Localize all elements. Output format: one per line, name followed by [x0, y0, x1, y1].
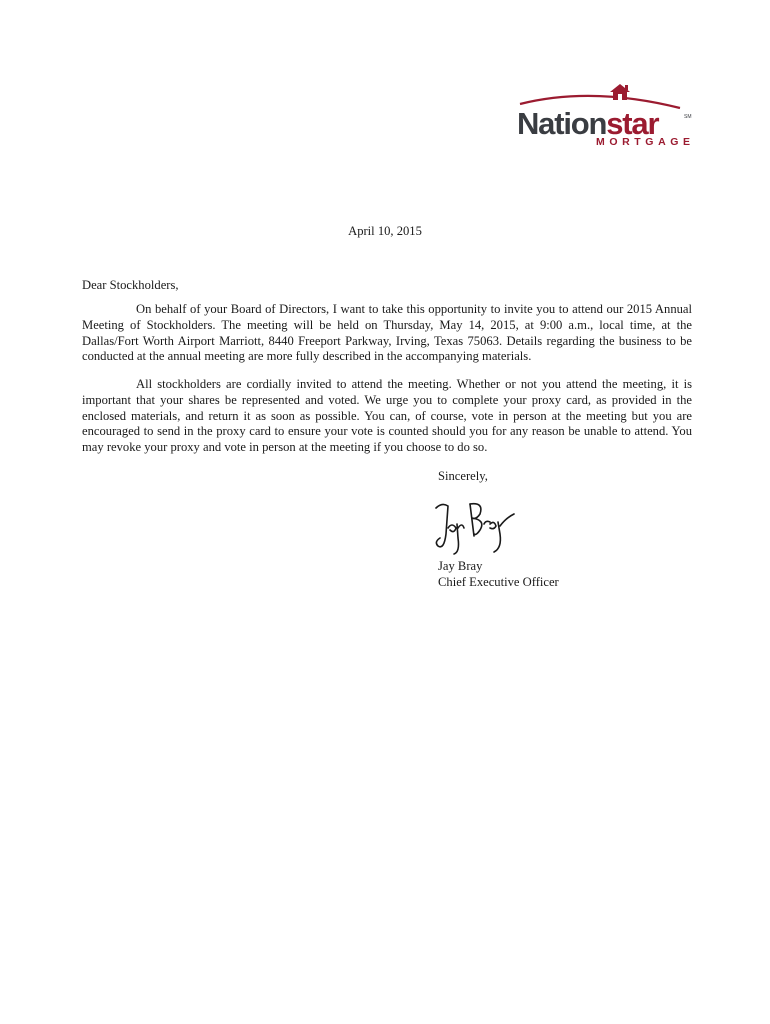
closing: Sincerely, [438, 469, 488, 483]
logo-trademark: SM [684, 114, 692, 120]
nationstar-mortgage-logo [512, 78, 697, 150]
body-paragraph-proxy: All stockholders are cordially invited to attend the meeting. Whether or not you attend the meeting, it is important that your shares be represented and voted. We urge you to complete your proxy card, as provided in the enclosed materials, and return it as soon as possible. You can, of course, vote in person at the meeting but you are encouraged to send in the proxy card to ensure your vote is counted should you for any reason be unable to attend. You may revoke your proxy and vote in person at the meeting if you choose to do so. [82, 377, 692, 455]
signature-graphic [430, 494, 520, 558]
body-paragraph-invitation: On behalf of your Board of Directors, I want to take this opportunity to invite you to attend our 2015 Annual Meeting of Stockholders. The meeting will be held on Thursday, May 14, 2015, at 9:00 a.m., local time, at the Dallas/Fort Worth Airport Marriott, 8440 Freeport Parkway, Irving, Texas 75063. Details regarding the business to be conducted at the annual meeting are more fully described in the accompanying materials. [82, 302, 692, 364]
signer-name: Jay Bray [438, 559, 483, 573]
signer-title: Chief Executive Officer [438, 575, 559, 589]
salutation: Dear Stockholders, [82, 278, 179, 292]
letter-date: April 10, 2015 [348, 224, 422, 238]
logo-graphic [512, 78, 697, 150]
house-icon [610, 84, 630, 100]
logo-tagline: MORTGAGE [596, 136, 695, 148]
handwritten-signature [430, 494, 520, 558]
logo-brand-accent: star [606, 106, 659, 141]
logo-brand-dark: Nation [517, 106, 607, 141]
